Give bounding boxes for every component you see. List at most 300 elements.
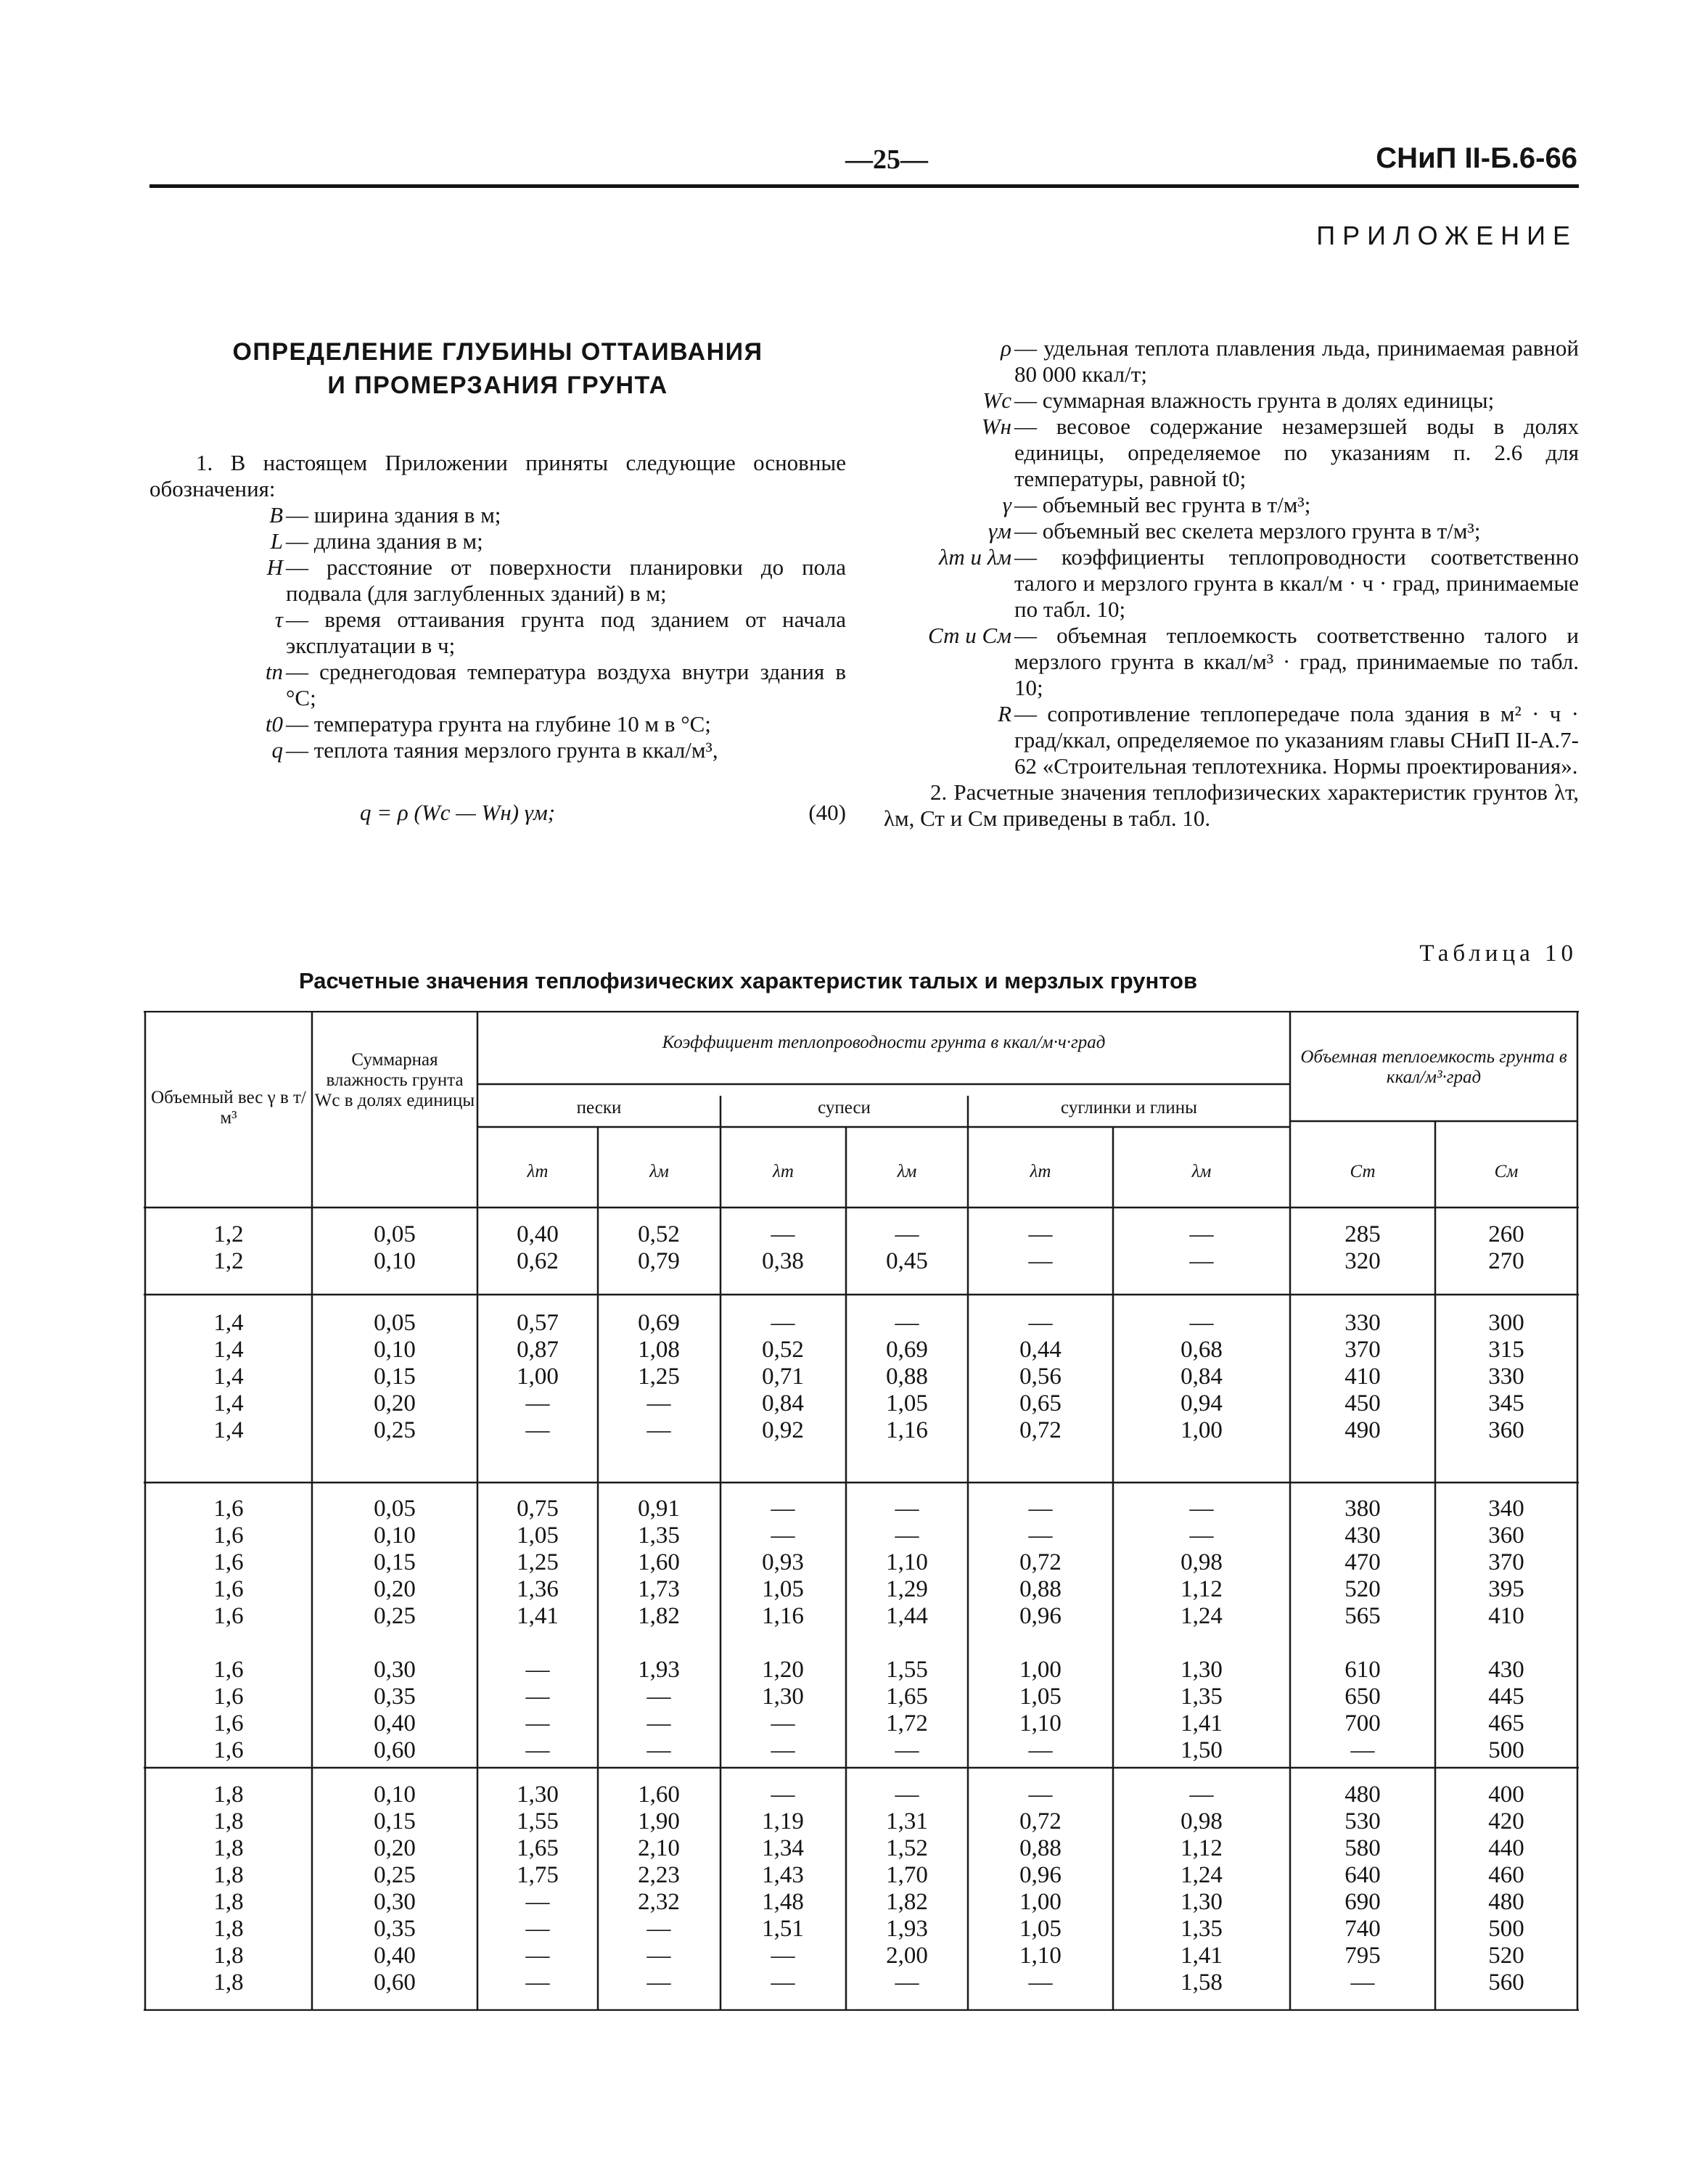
definition-text: — объемная теплоемкость соответственно талого и мерзлого грунта в ккал/м³ · град, принимаемые по табл. 10; (1014, 623, 1579, 700)
definition-text: — среднегодовая температура воздуха внутри здания в °С; (286, 659, 846, 710)
cell-loam-lambda-t: 0,96 (1019, 1862, 1062, 1888)
cell-sandy-loam-lambda-m: — (895, 1496, 919, 1522)
cell-sandy-loam-lambda-t: 0,38 (762, 1248, 804, 1274)
cell-volume-weight: 1,6 (213, 1603, 244, 1629)
table-title: Расчетные значения теплофизических характеристик талых и мерзлых грунтов (298, 968, 1198, 993)
cell-sandy-loam-lambda-m: — (895, 1737, 919, 1763)
definition-item (149, 554, 846, 607)
header-sandy-loam: супеси (818, 1098, 871, 1118)
cell-loam-lambda-m: 0,94 (1181, 1390, 1223, 1417)
cell-sand-lambda-t: 1,41 (517, 1603, 559, 1629)
cell-sand-lambda-t: 1,30 (517, 1782, 559, 1808)
cell-sandy-loam-lambda-t: — (771, 1710, 795, 1737)
cell-c-frozen: 330 (1488, 1364, 1524, 1390)
cell-sandy-loam-lambda-t: 1,20 (762, 1657, 804, 1683)
left-column (149, 450, 846, 826)
cell-moisture: 0,35 (374, 1916, 416, 1942)
cell-loam-lambda-m: 0,84 (1181, 1364, 1223, 1390)
cell-c-frozen: 370 (1488, 1549, 1524, 1575)
definition-item (149, 659, 846, 711)
cell-moisture: 0,60 (374, 1737, 416, 1763)
cell-loam-lambda-t: 1,00 (1019, 1657, 1062, 1683)
definition-text: — удельная теплота плавления льда, принимаемая равной 80 000 ккал/т; (1014, 335, 1579, 387)
cell-sandy-loam-lambda-m: 1,70 (886, 1862, 928, 1888)
cell-sandy-loam-lambda-t: — (771, 1221, 795, 1247)
cell-sandy-loam-lambda-t: — (771, 1737, 795, 1763)
cell-loam-lambda-t: 1,10 (1019, 1943, 1062, 1969)
cell-moisture: 0,10 (374, 1337, 416, 1363)
cell-sandy-loam-lambda-m: — (895, 1969, 919, 1996)
cell-sand-lambda-t: 0,87 (517, 1337, 559, 1363)
definition-symbol: tп (265, 659, 283, 684)
cell-c-thawed: 480 (1344, 1782, 1381, 1808)
cell-moisture: 0,40 (374, 1943, 416, 1969)
cell-loam-lambda-m: — (1189, 1310, 1214, 1336)
cell-c-thawed: 650 (1344, 1684, 1381, 1710)
cell-sand-lambda-m: — (646, 1916, 671, 1942)
definition-item (149, 607, 846, 659)
cell-moisture: 0,15 (374, 1364, 416, 1390)
cell-c-frozen: 430 (1488, 1657, 1524, 1683)
cell-moisture: 0,05 (374, 1496, 416, 1522)
cell-c-frozen: 400 (1488, 1782, 1524, 1808)
cell-sand-lambda-m: — (646, 1943, 671, 1969)
definition-item (884, 544, 1579, 623)
cell-sand-lambda-t: 0,62 (517, 1248, 559, 1274)
cell-sandy-loam-lambda-t: 1,19 (762, 1808, 804, 1834)
cell-c-frozen: 360 (1488, 1522, 1524, 1549)
cell-loam-lambda-t: 0,96 (1019, 1603, 1062, 1629)
cell-sand-lambda-m: 2,32 (638, 1889, 680, 1915)
cell-sandy-loam-lambda-t: 1,43 (762, 1862, 804, 1888)
definition-symbol: τ (274, 607, 283, 632)
cell-sand-lambda-m: — (646, 1969, 671, 1996)
cell-volume-weight: 1,8 (213, 1835, 244, 1861)
cell-volume-weight: 1,6 (213, 1710, 244, 1737)
cell-sandy-loam-lambda-m: 1,93 (886, 1916, 928, 1942)
definition-text: — суммарная влажность грунта в долях единицы; (1014, 388, 1495, 413)
cell-c-frozen: 440 (1488, 1835, 1524, 1861)
cell-volume-weight: 1,8 (213, 1808, 244, 1834)
cell-c-frozen: 445 (1488, 1684, 1524, 1710)
cell-loam-lambda-m: 1,12 (1181, 1576, 1223, 1602)
cell-loam-lambda-t: 0,65 (1019, 1390, 1062, 1417)
cell-loam-lambda-t: 0,72 (1019, 1549, 1062, 1575)
cell-moisture: 0,25 (374, 1417, 416, 1443)
cell-loam-lambda-t: 1,05 (1019, 1916, 1062, 1942)
cell-c-thawed: 285 (1344, 1221, 1381, 1247)
cell-c-frozen: 500 (1488, 1916, 1524, 1942)
definition-symbol: Wн (981, 414, 1011, 439)
cell-sand-lambda-m: 2,10 (638, 1835, 680, 1861)
formula-number: (40) (808, 800, 846, 825)
cell-sand-lambda-m: 1,90 (638, 1808, 680, 1834)
cell-sandy-loam-lambda-t: — (771, 1782, 795, 1808)
cell-volume-weight: 1,8 (213, 1916, 244, 1942)
definition-symbol: γм (988, 518, 1011, 544)
right-definitions (884, 335, 1579, 779)
cell-sand-lambda-m: 1,35 (638, 1522, 680, 1549)
cell-moisture: 0,20 (374, 1576, 416, 1602)
definition-text: — расстояние от поверхности планировки до пола подвала (для заглубленных зданий) в м; (286, 554, 846, 606)
appendix-label: ПРИЛОЖЕНИЕ (1316, 221, 1577, 250)
cell-moisture: 0,10 (374, 1248, 416, 1274)
cell-sandy-loam-lambda-t: 1,16 (762, 1603, 804, 1629)
cell-c-frozen: 500 (1488, 1737, 1524, 1763)
cell-volume-weight: 1,6 (213, 1549, 244, 1575)
cell-sand-lambda-t: 0,57 (517, 1310, 559, 1336)
cell-loam-lambda-t: 0,56 (1019, 1364, 1062, 1390)
cell-loam-lambda-m: 1,35 (1181, 1916, 1223, 1942)
header-loam-lambda-t: λт (1030, 1162, 1051, 1181)
cell-loam-lambda-t: — (1028, 1248, 1053, 1274)
cell-volume-weight: 1,8 (213, 1969, 244, 1996)
cell-c-thawed: 320 (1344, 1248, 1381, 1274)
cell-sandy-loam-lambda-m: 1,82 (886, 1889, 928, 1915)
cell-loam-lambda-m: 1,30 (1181, 1657, 1223, 1683)
cell-c-frozen: 340 (1488, 1496, 1524, 1522)
formula-40 (149, 800, 846, 826)
cell-sand-lambda-t: — (525, 1710, 550, 1737)
definition-symbol: γ (1002, 492, 1011, 517)
cell-moisture: 0,25 (374, 1862, 416, 1888)
definition-text: — теплота таяния мерзлого грунта в ккал/м³, (286, 737, 718, 763)
cell-sand-lambda-t: 1,25 (517, 1549, 559, 1575)
section-title-line-2: И ПРОМЕРЗАНИЯ ГРУНТА (327, 372, 668, 399)
cell-sandy-loam-lambda-t: — (771, 1943, 795, 1969)
cell-loam-lambda-m: 1,58 (1181, 1969, 1223, 1996)
cell-sand-lambda-t: 1,00 (517, 1364, 559, 1390)
cell-sandy-loam-lambda-m: — (895, 1782, 919, 1808)
cell-sand-lambda-t: 0,75 (517, 1496, 559, 1522)
cell-sandy-loam-lambda-m: 1,65 (886, 1684, 928, 1710)
cell-sandy-loam-lambda-t: — (771, 1310, 795, 1336)
cell-loam-lambda-t: 0,72 (1019, 1417, 1062, 1443)
cell-sandy-loam-lambda-t: 0,71 (762, 1364, 804, 1390)
cell-moisture: 0,30 (374, 1657, 416, 1683)
cell-sandy-loam-lambda-m: 0,45 (886, 1248, 928, 1274)
formula-expression: q = ρ (Wс — Wн) γм; (360, 800, 556, 825)
cell-sand-lambda-m: 1,93 (638, 1657, 680, 1683)
section-title-line-1: ОПРЕДЕЛЕНИЕ ГЛУБИНЫ ОТТАИВАНИЯ (232, 338, 763, 366)
cell-volume-weight: 1,2 (213, 1221, 244, 1247)
cell-loam-lambda-m: 1,30 (1181, 1889, 1223, 1915)
cell-sand-lambda-m: 1,82 (638, 1603, 680, 1629)
cell-c-thawed: 610 (1344, 1657, 1381, 1683)
definition-symbol: Wс (982, 388, 1011, 413)
cell-loam-lambda-m: — (1189, 1221, 1214, 1247)
cell-c-thawed: 640 (1344, 1862, 1381, 1888)
cell-sand-lambda-t: 1,05 (517, 1522, 559, 1549)
cell-loam-lambda-t: — (1028, 1737, 1053, 1763)
cell-sand-lambda-t: 1,36 (517, 1576, 559, 1602)
cell-sandy-loam-lambda-t: 0,93 (762, 1549, 804, 1575)
cell-c-thawed: 565 (1344, 1603, 1381, 1629)
header-loam-lambda-m: λм (1191, 1162, 1212, 1181)
cell-c-frozen: 300 (1488, 1310, 1524, 1336)
cell-moisture: 0,15 (374, 1549, 416, 1575)
cell-c-thawed: 700 (1344, 1710, 1381, 1737)
cell-moisture: 0,10 (374, 1522, 416, 1549)
cell-moisture: 0,35 (374, 1684, 416, 1710)
cell-sandy-loam-lambda-t: — (771, 1522, 795, 1549)
cell-loam-lambda-t: 0,44 (1019, 1337, 1062, 1363)
definition-text: — время оттаивания грунта под зданием от начала эксплуатации в ч; (286, 607, 846, 658)
cell-sand-lambda-t: — (525, 1417, 550, 1443)
cell-sandy-loam-lambda-m: 1,05 (886, 1390, 928, 1417)
definition-symbol: B (269, 502, 283, 528)
cell-sand-lambda-m: 0,79 (638, 1248, 680, 1274)
cell-sandy-loam-lambda-m: 0,88 (886, 1364, 928, 1390)
cell-volume-weight: 1,4 (213, 1337, 244, 1363)
cell-loam-lambda-m: 1,00 (1181, 1417, 1223, 1443)
definition-item (149, 502, 846, 528)
definition-item (884, 518, 1579, 544)
definition-item (149, 737, 846, 763)
cell-c-thawed: 450 (1344, 1390, 1381, 1417)
cell-c-thawed: 410 (1344, 1364, 1381, 1390)
cell-sand-lambda-m: 0,69 (638, 1310, 680, 1336)
cell-volume-weight: 1,6 (213, 1522, 244, 1549)
cell-sandy-loam-lambda-t: 0,84 (762, 1390, 804, 1417)
header-total-moisture: Суммарная влажность грунта Wс в долях единицы (314, 1050, 475, 1110)
cell-loam-lambda-m: 1,24 (1181, 1862, 1223, 1888)
cell-sand-lambda-m: 1,25 (638, 1364, 680, 1390)
cell-c-frozen: 315 (1488, 1337, 1524, 1363)
cell-loam-lambda-t: 1,05 (1019, 1684, 1062, 1710)
cell-sandy-loam-lambda-m: 1,44 (886, 1603, 928, 1629)
cell-loam-lambda-m: 1,35 (1181, 1684, 1223, 1710)
cell-volume-weight: 1,4 (213, 1390, 244, 1417)
cell-loam-lambda-t: — (1028, 1782, 1053, 1808)
cell-sandy-loam-lambda-m: 0,69 (886, 1337, 928, 1363)
cell-loam-lambda-m: 0,68 (1181, 1337, 1223, 1363)
cell-moisture: 0,40 (374, 1710, 416, 1737)
cell-sandy-loam-lambda-m: — (895, 1310, 919, 1336)
cell-sandy-loam-lambda-t: — (771, 1969, 795, 1996)
cell-sandy-loam-lambda-t: 0,52 (762, 1337, 804, 1363)
cell-c-thawed: 380 (1344, 1496, 1381, 1522)
cell-sand-lambda-m: — (646, 1390, 671, 1417)
cell-c-frozen: 560 (1488, 1969, 1524, 1996)
cell-sand-lambda-t: — (525, 1916, 550, 1942)
cell-volume-weight: 1,8 (213, 1943, 244, 1969)
cell-sand-lambda-t: — (525, 1390, 550, 1417)
cell-volume-weight: 1,6 (213, 1657, 244, 1683)
cell-c-frozen: 520 (1488, 1943, 1524, 1969)
cell-c-thawed: 490 (1344, 1417, 1381, 1443)
definition-symbol: ρ (1001, 335, 1011, 361)
cell-c-frozen: 270 (1488, 1248, 1524, 1274)
definition-item (149, 528, 846, 554)
definition-symbol: λт и λм (938, 544, 1011, 570)
cell-loam-lambda-m: 1,24 (1181, 1603, 1223, 1629)
cell-loam-lambda-t: 0,88 (1019, 1576, 1062, 1602)
cell-moisture: 0,05 (374, 1221, 416, 1247)
cell-sand-lambda-m: 1,60 (638, 1782, 680, 1808)
definition-item (884, 388, 1579, 414)
definition-text: — ширина здания в м; (286, 502, 501, 528)
header-rule (149, 184, 1579, 188)
cell-sand-lambda-m: — (646, 1417, 671, 1443)
cell-loam-lambda-m: — (1189, 1522, 1214, 1549)
cell-volume-weight: 1,6 (213, 1576, 244, 1602)
cell-c-thawed: 430 (1344, 1522, 1381, 1549)
cell-c-thawed: — (1350, 1737, 1375, 1763)
header-sandy-loam-lambda-m: λм (897, 1162, 917, 1181)
cell-c-thawed: 795 (1344, 1943, 1381, 1969)
cell-c-frozen: 480 (1488, 1889, 1524, 1915)
cell-moisture: 0,15 (374, 1808, 416, 1834)
header-sand-lambda-t: λт (527, 1162, 549, 1181)
definition-symbol: R (998, 701, 1011, 726)
cell-moisture: 0,30 (374, 1889, 416, 1915)
cell-volume-weight: 1,8 (213, 1862, 244, 1888)
cell-c-frozen: 460 (1488, 1862, 1524, 1888)
cell-c-thawed: 370 (1344, 1337, 1381, 1363)
header-c-thawed: Ст (1350, 1162, 1376, 1181)
cell-sandy-loam-lambda-m: 1,31 (886, 1808, 928, 1834)
cell-c-thawed: 690 (1344, 1889, 1381, 1915)
cell-sandy-loam-lambda-m: 1,72 (886, 1710, 928, 1737)
cell-sand-lambda-m: 1,60 (638, 1549, 680, 1575)
cell-loam-lambda-m: — (1189, 1782, 1214, 1808)
cell-loam-lambda-m: 1,12 (1181, 1835, 1223, 1861)
cell-sandy-loam-lambda-m: 1,10 (886, 1549, 928, 1575)
cell-loam-lambda-t: 1,10 (1019, 1710, 1062, 1737)
cell-sand-lambda-t: — (525, 1657, 550, 1683)
cell-sand-lambda-m: 0,52 (638, 1221, 680, 1247)
cell-volume-weight: 1,6 (213, 1684, 244, 1710)
definition-text: — объемный вес грунта в т/м³; (1014, 492, 1311, 517)
cell-sand-lambda-t: — (525, 1943, 550, 1969)
cell-c-thawed: 520 (1344, 1576, 1381, 1602)
definition-text: — длина здания в м; (286, 528, 483, 554)
cell-loam-lambda-m: 0,98 (1181, 1549, 1223, 1575)
header-heat-capacity: Объемная теплоемкость грунта в ккал/м³·град (1300, 1047, 1567, 1087)
cell-sandy-loam-lambda-t: 0,92 (762, 1417, 804, 1443)
cell-loam-lambda-t: — (1028, 1310, 1053, 1336)
definition-item (884, 414, 1579, 492)
cell-c-thawed: — (1350, 1969, 1375, 1996)
cell-sandy-loam-lambda-m: 1,16 (886, 1417, 928, 1443)
cell-c-frozen: 345 (1488, 1390, 1524, 1417)
cell-sandy-loam-lambda-m: 1,29 (886, 1576, 928, 1602)
definition-text: — коэффициенты теплопроводности соответственно талого и мерзлого грунта в ккал/м · ч · град, принимаемые по табл. 10; (1014, 544, 1579, 622)
cell-loam-lambda-m: 1,41 (1181, 1943, 1223, 1969)
definition-item (884, 701, 1579, 779)
header-sand-lambda-m: λм (649, 1162, 669, 1181)
cell-sandy-loam-lambda-t: 1,30 (762, 1684, 804, 1710)
cell-sandy-loam-lambda-t: 1,34 (762, 1835, 804, 1861)
definition-item (884, 492, 1579, 518)
cell-sand-lambda-m: 1,73 (638, 1576, 680, 1602)
cell-c-frozen: 420 (1488, 1808, 1524, 1834)
header-loam-clay: суглинки и глины (1061, 1098, 1197, 1118)
header-volume-weight: Объемный вес γ в т/м³ (151, 1088, 306, 1128)
cell-volume-weight: 1,2 (213, 1248, 244, 1274)
cell-sand-lambda-t: — (525, 1889, 550, 1915)
cell-loam-lambda-t: 1,00 (1019, 1889, 1062, 1915)
cell-sand-lambda-m: — (646, 1684, 671, 1710)
cell-sand-lambda-m: — (646, 1710, 671, 1737)
cell-moisture: 0,20 (374, 1835, 416, 1861)
cell-moisture: 0,10 (374, 1782, 416, 1808)
cell-volume-weight: 1,6 (213, 1496, 244, 1522)
cell-loam-lambda-m: — (1189, 1248, 1214, 1274)
cell-volume-weight: 1,8 (213, 1782, 244, 1808)
cell-sandy-loam-lambda-t: — (771, 1496, 795, 1522)
cell-sandy-loam-lambda-m: 2,00 (886, 1943, 928, 1969)
cell-sand-lambda-t: 0,40 (517, 1221, 559, 1247)
cell-c-thawed: 740 (1344, 1916, 1381, 1942)
cell-loam-lambda-m: 0,98 (1181, 1808, 1223, 1834)
cell-sandy-loam-lambda-t: 1,48 (762, 1889, 804, 1915)
cell-sandy-loam-lambda-t: 1,51 (762, 1916, 804, 1942)
cell-volume-weight: 1,6 (213, 1737, 244, 1763)
cell-loam-lambda-t: 0,88 (1019, 1835, 1062, 1861)
definition-symbol: q (271, 737, 283, 763)
cell-c-frozen: 260 (1488, 1221, 1524, 1247)
header-c-frozen: См (1494, 1162, 1519, 1181)
right-column (884, 335, 1579, 832)
cell-loam-lambda-m: 1,41 (1181, 1710, 1223, 1737)
cell-volume-weight: 1,8 (213, 1889, 244, 1915)
cell-loam-lambda-t: — (1028, 1496, 1053, 1522)
cell-moisture: 0,60 (374, 1969, 416, 1996)
cell-c-thawed: 580 (1344, 1835, 1381, 1861)
table-number: Таблица 10 (1419, 940, 1577, 967)
cell-sandy-loam-lambda-t: 1,05 (762, 1576, 804, 1602)
cell-sand-lambda-t: 1,75 (517, 1862, 559, 1888)
cell-loam-lambda-t: — (1028, 1969, 1053, 1996)
cell-sand-lambda-m: 1,08 (638, 1337, 680, 1363)
definition-symbol: Ст и См (928, 623, 1011, 648)
cell-loam-lambda-t: — (1028, 1522, 1053, 1549)
cell-loam-lambda-t: — (1028, 1221, 1053, 1247)
definition-symbol: L (270, 528, 283, 554)
cell-c-thawed: 470 (1344, 1549, 1381, 1575)
cell-sandy-loam-lambda-m: — (895, 1522, 919, 1549)
cell-c-frozen: 395 (1488, 1576, 1524, 1602)
cell-sandy-loam-lambda-m: — (895, 1221, 919, 1247)
definition-text: — объемный вес скелета мерзлого грунта в т/м³; (1014, 518, 1481, 544)
cell-sand-lambda-m: 2,23 (638, 1862, 680, 1888)
cell-moisture: 0,25 (374, 1603, 416, 1629)
cell-sand-lambda-t: — (525, 1684, 550, 1710)
cell-sand-lambda-m: 0,91 (638, 1496, 680, 1522)
cell-volume-weight: 1,4 (213, 1417, 244, 1443)
cell-c-frozen: 465 (1488, 1710, 1524, 1737)
definition-item (884, 623, 1579, 701)
cell-c-thawed: 330 (1344, 1310, 1381, 1336)
cell-sand-lambda-m: — (646, 1737, 671, 1763)
document-code: СНиП II-Б.6-66 (1376, 142, 1577, 174)
cell-loam-lambda-m: 1,50 (1181, 1737, 1223, 1763)
data-table (144, 1011, 1579, 2011)
cell-sand-lambda-t: — (525, 1737, 550, 1763)
definition-text: — температура грунта на глубине 10 м в °С; (286, 711, 711, 737)
definition-symbol: H (266, 554, 283, 580)
definition-text: — весовое содержание незамерзшей воды в долях единицы, определяемое по указаниям п. 2.6 для температуры, равной t0; (1014, 414, 1579, 491)
definition-text: — сопротивление теплопередаче пола здания в м² · ч · град/ккал, определяемое по указаниям главы СНиП II-А.7-62 «Строительная теплотехника. Нормы проектирования». (1014, 701, 1579, 779)
cell-sand-lambda-t: 1,55 (517, 1808, 559, 1834)
cell-moisture: 0,05 (374, 1310, 416, 1336)
definition-item (149, 711, 846, 737)
definition-symbol: t0 (265, 711, 283, 737)
cell-volume-weight: 1,4 (213, 1310, 244, 1336)
cell-c-frozen: 360 (1488, 1417, 1524, 1443)
